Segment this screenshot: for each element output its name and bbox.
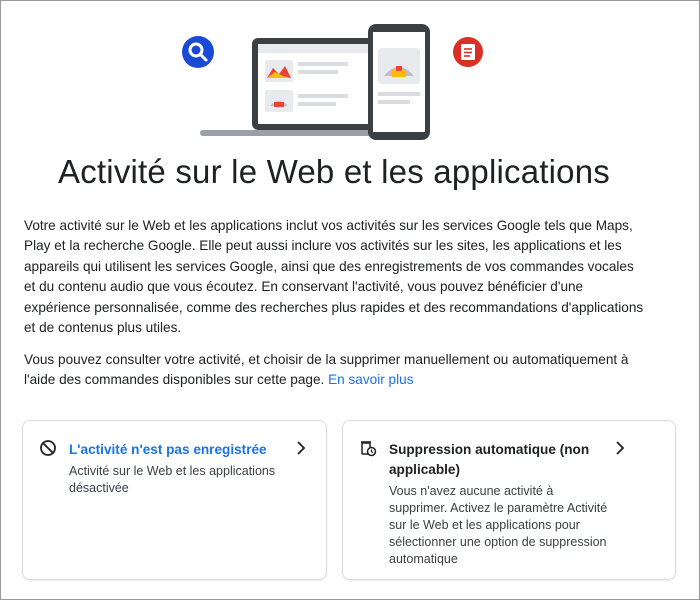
auto-delete-card[interactable] (342, 420, 676, 580)
document-badge-icon (453, 37, 483, 67)
activity-status-title: L'activité n'est pas enregistrée (69, 442, 267, 457)
controls-paragraph-text: Vous pouvez consulter votre activité, et choisir de la supprimer manuellement ou automatiquement à l'aide des commandes disponibles sur cette page. (24, 352, 629, 388)
learn-more-link[interactable]: En savoir plus (328, 372, 414, 388)
intro-paragraph: Votre activité sur le Web et les applications inclut vos activités sur les services Google tels que Maps, Play et la recherche Google. Elle peut aussi inclure vos activités sur les sites, les applications et les appareils qui utilisent les services Google, ainsi que des enregistrements de vos commandes vocales et du contenu audio que vous écoutez. En conservant l'activité, vous pouvez bénéficier d'une expérience personnalisée, comme des recherches plus rapides et des recommandations d'applications et de contenus plus utiles. (24, 218, 644, 336)
auto-delete-title: Suppression automatique (non applicable) (389, 442, 590, 477)
phone-icon (368, 24, 430, 140)
page-title: Activité sur le Web et les applications (58, 153, 610, 190)
block-icon (39, 439, 57, 457)
auto-delete-description: Vous n'avez aucune activité à supprimer. Activez le paramètre Activité sur le Web et les applications pour sélectionner une option de suppression automatique (389, 484, 608, 566)
auto-delete-icon (359, 439, 377, 457)
activity-status-description: Activité sur le Web et les applications désactivée (69, 464, 276, 495)
chevron-right-icon (615, 441, 625, 455)
hero-illustration (170, 18, 500, 148)
activity-status-card[interactable] (22, 420, 327, 580)
chevron-right-icon (296, 441, 306, 455)
controls-paragraph (24, 350, 644, 391)
search-badge-icon (182, 36, 214, 68)
